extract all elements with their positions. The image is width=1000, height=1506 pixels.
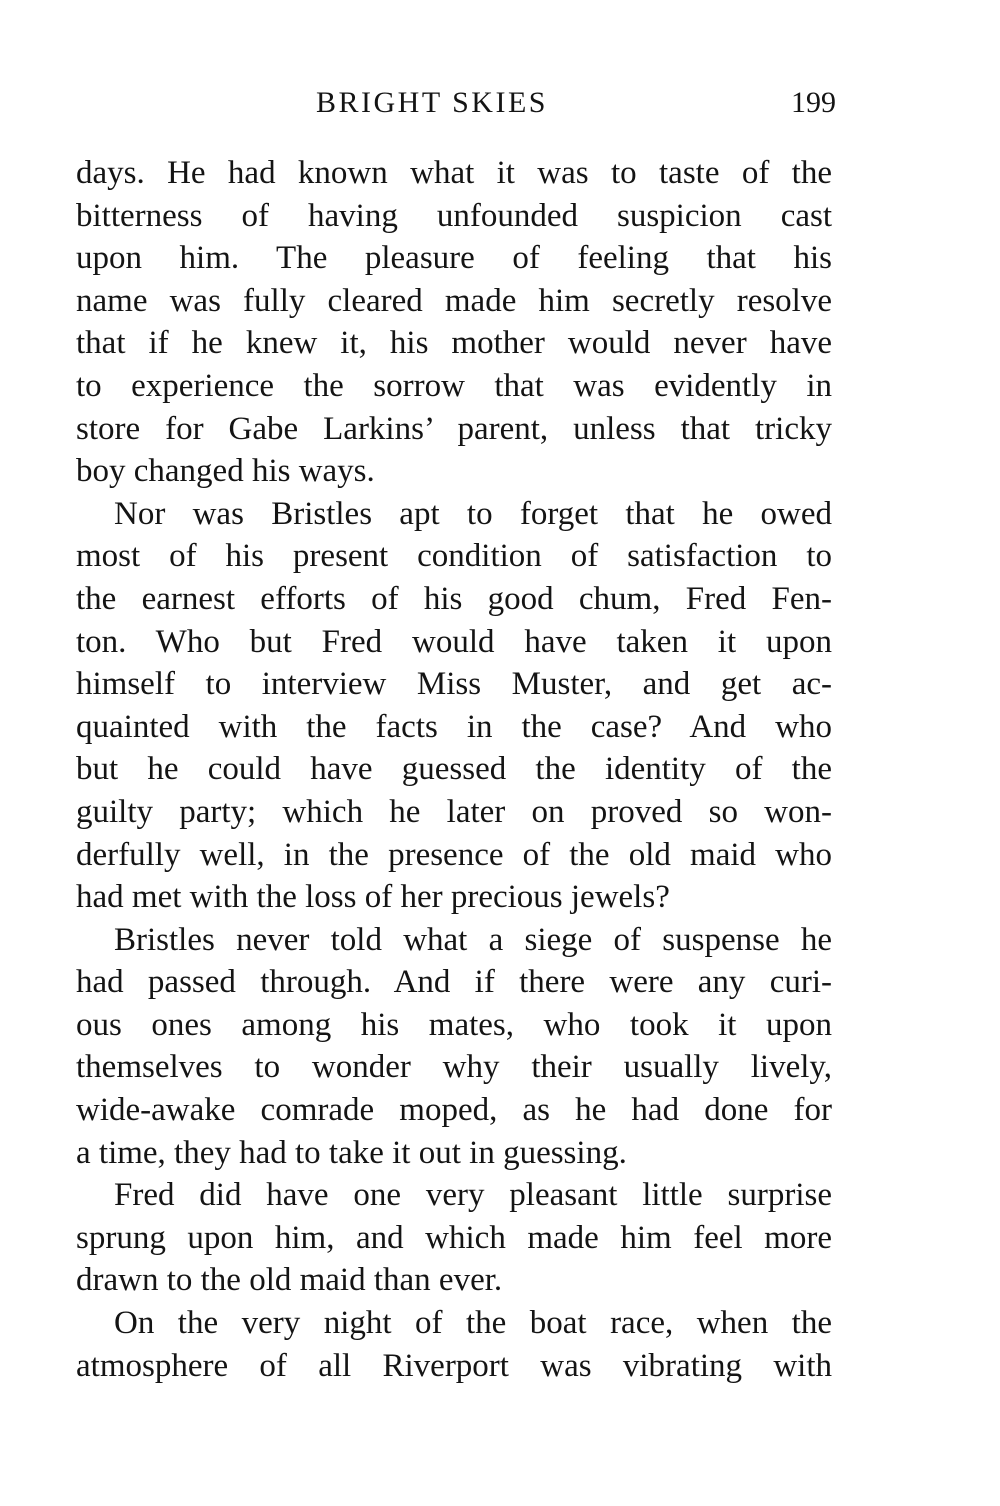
text-line: ous ones among his mates, who took it upon: [76, 1006, 832, 1043]
text-line: Bristles never told what a siege of suspense he: [114, 921, 832, 958]
text-line: that if he knew it, his mother would never have: [76, 325, 832, 362]
text-line: Nor was Bristles apt to forget that he owed: [114, 495, 832, 532]
text-line: atmosphere of all Riverport was vibrating with: [76, 1347, 832, 1384]
text-line: store for Gabe Larkins’ parent, unless that tricky: [76, 410, 832, 447]
text-line: most of his present condition of satisfaction to: [76, 538, 832, 575]
text-line: upon him. The pleasure of feeling that his: [76, 240, 832, 277]
text-line: guilty party; which he later on proved so won-: [76, 793, 832, 830]
text-line: wide-awake comrade moped, as he had done for: [76, 1092, 832, 1129]
text-line: to experience the sorrow that was evidently in: [76, 367, 832, 404]
text-line: a time, they had to take it out in guessing.: [76, 1134, 627, 1171]
running-head: [76, 86, 836, 126]
text-line: quainted with the facts in the case? And who: [76, 708, 832, 745]
text-line: boy changed his ways.: [76, 453, 375, 490]
text-line: themselves to wonder why their usually lively,: [76, 1049, 832, 1086]
text-line: bitterness of having unfounded suspicion cast: [76, 197, 832, 234]
text-line: had passed through. And if there were any curi-: [76, 964, 832, 1001]
text-line: the earnest efforts of his good chum, Fred Fen-: [76, 580, 832, 617]
body-text: [76, 152, 832, 1387]
text-line: had met with the loss of her precious jewels?: [76, 879, 670, 916]
page-number: 199: [791, 86, 836, 119]
text-line: sprung upon him, and which made him feel more: [76, 1219, 832, 1256]
text-line: derfully well, in the presence of the old maid who: [76, 836, 832, 873]
text-line: drawn to the old maid than ever.: [76, 1262, 503, 1299]
text-line: himself to interview Miss Muster, and get ac-: [76, 666, 832, 703]
running-title: BRIGHT SKIES: [316, 86, 548, 119]
text-line: name was fully cleared made him secretly resolve: [76, 282, 832, 319]
text-line: On the very night of the boat race, when the: [114, 1305, 832, 1342]
text-line: days. He had known what it was to taste of the: [76, 155, 832, 191]
text-line: ton. Who but Fred would have taken it upon: [76, 623, 832, 660]
text-line: but he could have guessed the identity of the: [76, 751, 832, 788]
text-line: Fred did have one very pleasant little surprise: [114, 1177, 832, 1214]
